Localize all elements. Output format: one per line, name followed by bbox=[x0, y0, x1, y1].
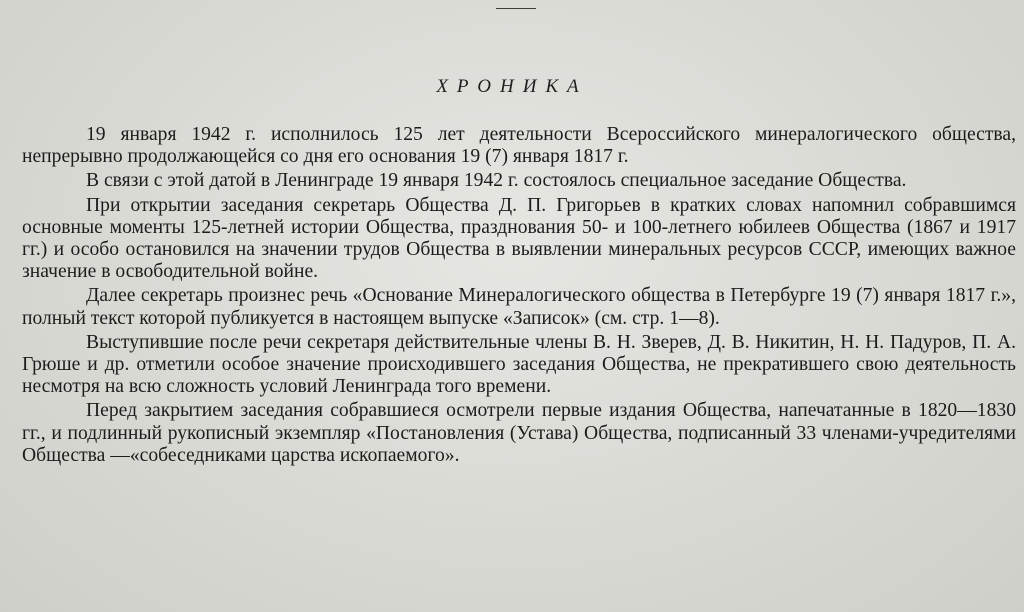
paragraph-opening: При открытии заседания секретарь Общества Д. П. Григорьев в кратких словах напомнил собравшимся основные моменты 125-летней истории Общества, празднования 50- и 100-летнего юбилеев Общества (1867 и 1917 гг.) и особо остановился на значении трудов Общества в выявлении минеральных ресурсов СССР, имеющих важное значение в освободительной войне. bbox=[22, 194, 1016, 283]
paragraph-speech: Далее секретарь произнес речь «Основание Минералогического общества в Петербурге 19 (7) января 1817 г.», полный текст которой публикуется в настоящем выпуске «Записок» (см. стр. 1—8). bbox=[22, 285, 1016, 329]
chronicle-body bbox=[22, 124, 1016, 467]
top-rule-divider bbox=[496, 8, 536, 9]
paragraph-speakers: Выступившие после речи секретаря действительные члены В. Н. Зверев, Д. В. Никитин, Н. Н. Падуров, П. А. Грюше и др. отметили особое значение происходившего заседания Общества, не прекратившего свою деятельность несмотря на всю сложность условий Ленинграда того времени. bbox=[22, 331, 1016, 398]
paragraph-closing: Перед закрытием заседания собравшиеся осмотрели первые издания Общества, напечатанные в 1820—1830 гг., и подлинный рукописный экземпляр «Постановления (Устава) Общества, подписанный 33 членами-учредителями Общества —«собеседниками царства ископаемого». bbox=[22, 400, 1016, 466]
paragraph-meeting: В связи с этой датой в Ленинграде 19 января 1942 г. состоялось специальное заседание Общества. bbox=[86, 170, 907, 192]
section-title: ХРОНИКА bbox=[436, 76, 588, 97]
paragraph-anniversary: 19 января 1942 г. исполнилось 125 лет деятельности Всероссийского минералогического общества, непрерывно продолжающейся со дня его основания 19 (7) января 1817 г. bbox=[22, 124, 1016, 168]
